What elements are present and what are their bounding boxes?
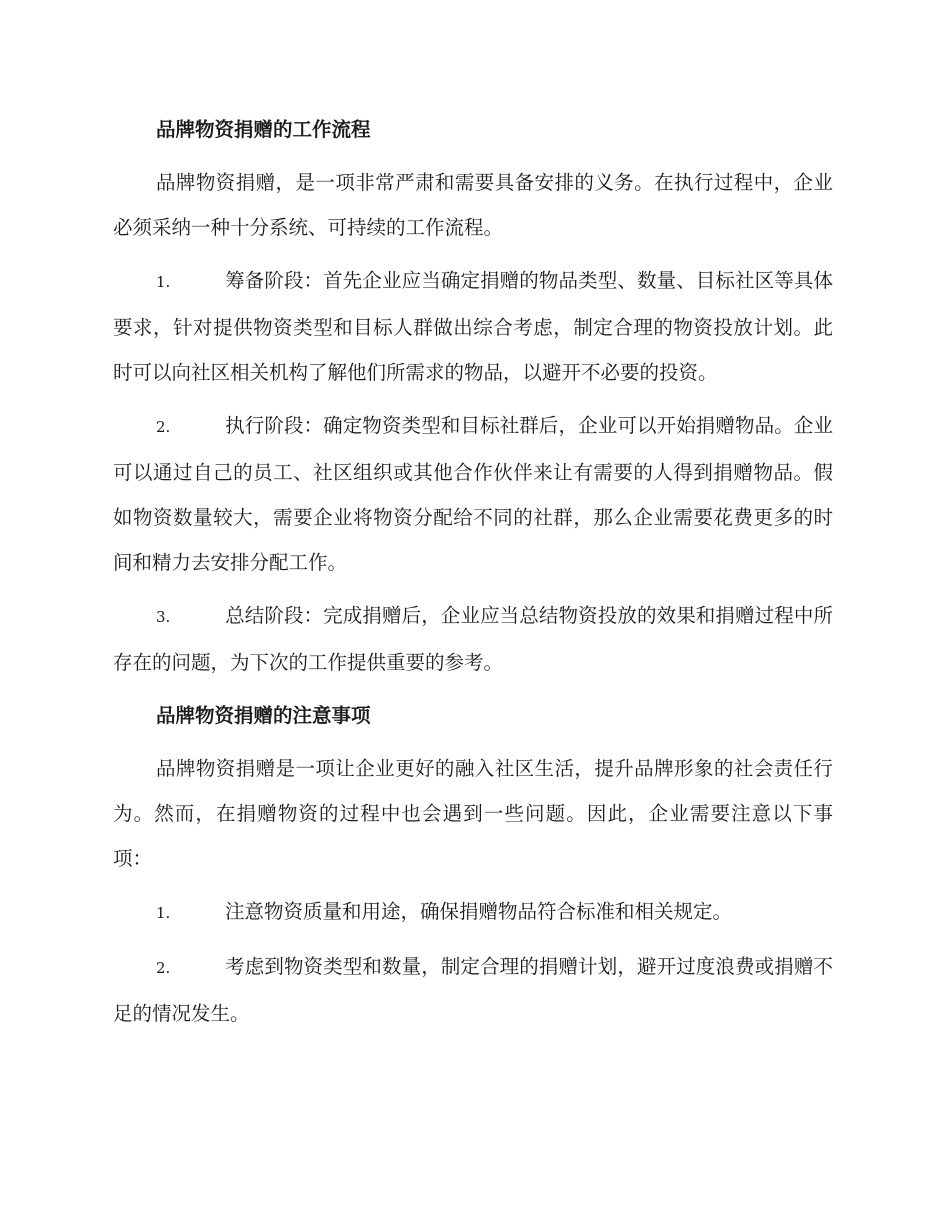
list-number: 3. xyxy=(156,608,171,626)
list-item-execute xyxy=(113,403,833,585)
list-number: 1. xyxy=(156,273,171,291)
list-item-prepare xyxy=(113,258,833,395)
list-item-summary xyxy=(113,593,833,685)
section-heading-workflow: 品牌物资捐赠的工作流程 xyxy=(156,118,371,141)
document-body xyxy=(113,107,833,1044)
section-intro-notes: 品牌物资捐赠是一项让企业更好的融入社区生活，提升品牌形象的社会责任行为。然而，在捐赠物资的过程中也会遇到一些问题。因此，企业需要注意以下事项： xyxy=(113,757,833,870)
list-item-quality xyxy=(113,889,833,936)
list-number: 2. xyxy=(156,418,171,436)
list-item-text: 筹备阶段：首先企业应当确定捐赠的物品类型、数量、目标社区等具体要求，针对提供物资类型和目标人群做出综合考虑，制定合理的物资投放计划。此时可以向社区相关机构了解他们所需求的物品，以避开不必要的投资。 xyxy=(113,269,833,384)
list-item-text: 总结阶段：完成捐赠后，企业应当总结物资投放的效果和捐赠过程中所存在的问题，为下次的工作提供重要的参考。 xyxy=(113,604,833,674)
list-item-text: 注意物资质量和用途，确保捐赠物品符合标准和相关规定。 xyxy=(225,900,733,923)
list-item-text: 执行阶段：确定物资类型和目标社群后，企业可以开始捐赠物品。企业可以通过自己的员工、社区组织或其他合作伙伴来让有需要的人得到捐赠物品。假如物资数量较大，需要企业将物资分配给不同的社群，那么企业需要花费更多的时间和精力去安排分配工作。 xyxy=(113,414,833,574)
list-number: 2. xyxy=(156,959,171,977)
list-item-text: 考虑到物资类型和数量，制定合理的捐赠计划，避开过度浪费或捐赠不足的情况发生。 xyxy=(113,955,833,1025)
section-intro-workflow: 品牌物资捐赠，是一项非常严肃和需要具备安排的义务。在执行过程中，企业必须采纳一种十分系统、可持续的工作流程。 xyxy=(113,171,833,239)
section-heading-notes: 品牌物资捐赠的注意事项 xyxy=(156,704,371,727)
list-item-plan xyxy=(113,944,833,1036)
list-number: 1. xyxy=(156,904,171,922)
